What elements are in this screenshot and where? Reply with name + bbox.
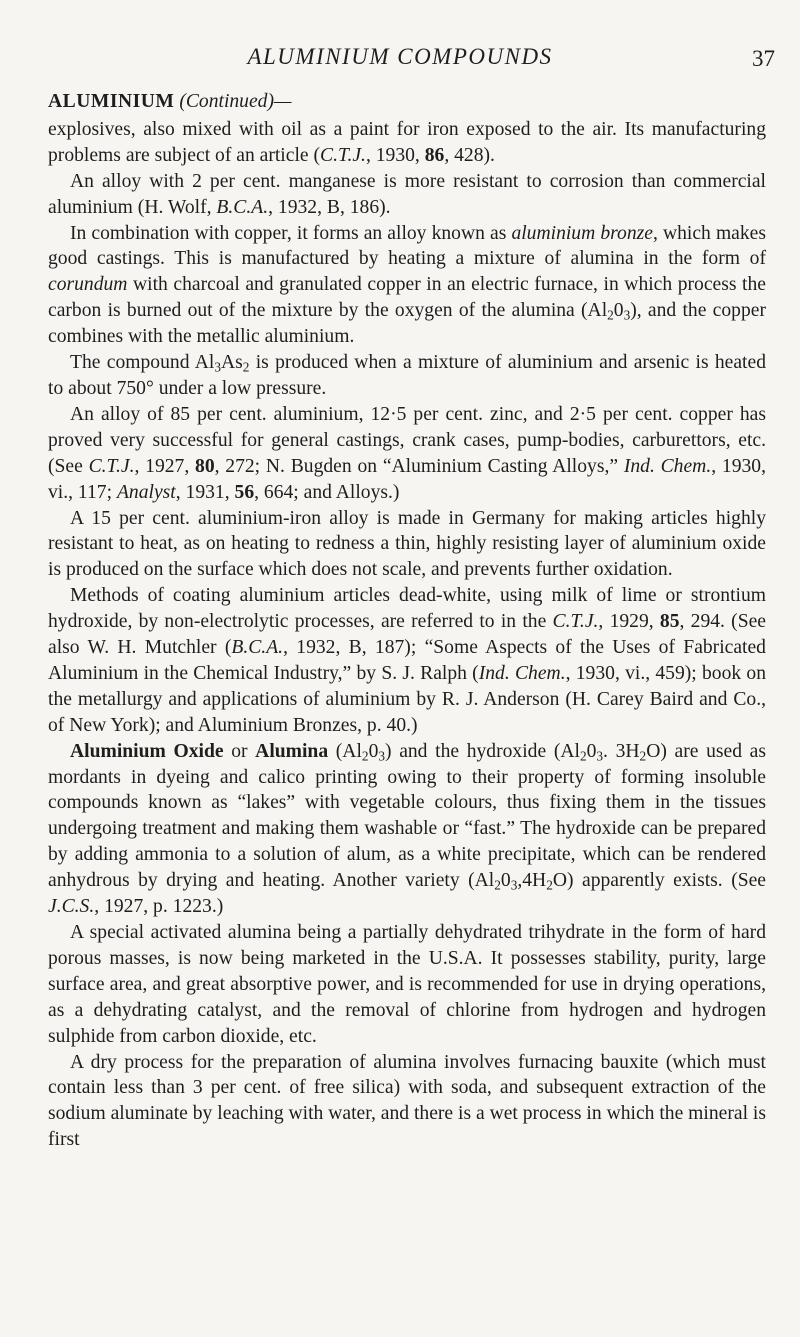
entry-heading xyxy=(48,89,766,115)
page-number: 37 xyxy=(752,46,775,71)
paragraph-coating-methods: Methods of coating aluminium articles dead-white, using milk of lime or strontium hydroxide, by non-electrolytic processes, are referred to in the C.T.J., 1929, 85, 294. (See also W. H. Mutchler (B.C.A., 1932, B, 187); “Some Aspects of the Uses of Fabricated Aluminium in the Chemical Industry,” by S. J. Ralph (Ind. Chem., 1930, vi., 459); book on the metallurgy and applications of aluminium by R. J. Anderson (H. Carey Baird and Co., of New York); and Aluminium Bronzes, p. 40.) xyxy=(48,585,767,736)
paragraph-iron-alloy: A 15 per cent. aluminium-iron alloy is made in Germany for making articles highly resistant to heat, as on heating to redness a thin, highly resisting layer of aluminium oxide is produced on the surface which does not scale, and prevents further oxidation. xyxy=(48,507,766,581)
paragraph-explosives: explosives, also mixed with oil as a paint for iron exposed to the air. Its manufacturing problems are subject of an article (C.T.J., 1930, 86, 428). xyxy=(48,118,766,166)
paragraph-aluminium-oxide: Aluminium Oxide or Alumina $(Al_20_3)$ and the hydroxide ($Al_20_3$. $3H_2O$) are used as mordants in dyeing and calico printing owing to their property of forming insoluble compounds known as “lakes” with vegetable colours, thus fixing them in the tissues undergoing treatment and making them washable or “fast.” The hydroxide can be prepared by adding ammonia to a solution of alum, as a white precipitate, which can be rendered anhydrous by drying and heating. Another variety $(Al_20_3,4H_2O)$ apparently exists. (See J.C.S., 1927, p. 1223.) xyxy=(48,740,767,918)
running-head: ALUMINIUM COMPOUNDS xyxy=(247,44,553,69)
paragraph-casting-alloy: An alloy of 85 per cent. aluminium, 12·5 per cent. zinc, and 2·5 per cent. copper has proved very successful for general castings, crank cases, pump-bodies, carburettors, etc. (See C.T.J., 1927, 80, 272; N. Bugden on “Aluminium Casting Alloys,” Ind. Chem., 1930, vi., 117; Analyst, 1931, 56, 664; and Alloys.) xyxy=(48,403,766,503)
paragraph-arsenide: The compound $Al_3As_2$ is produced when a mixture of aluminium and arsenic is heated to about 750° under a low pressure. xyxy=(48,352,766,399)
entry-continued-note: (Continued)— xyxy=(179,91,292,112)
paragraph-dry-process: A dry process for the preparation of alumina involves furnacing bauxite (which must contain less than 3 per cent. of free silica) with soda, and subsequent extraction of the sodium aluminate by leaching with water, and there is a wet process in which the mineral is first xyxy=(48,1051,766,1151)
paragraph-aluminium-bronze: In combination with copper, it forms an alloy known as aluminium bronze, which makes good castings. This is manufactured by heating a mixture of alumina in the form of corundum with charcoal and granulated copper in an electric furnace, in which process the carbon is burned out of the mixture by the oxygen of the alumina $(Al_20_3)$, and the copper combines with the metallic aluminium. xyxy=(48,222,767,348)
paragraph-activated-alumina: A special activated alumina being a partially dehydrated trihydrate in the form of hard porous masses, is now being marketed in the U.S.A. It possesses stability, purity, large surface area, and great absorptive power, and is recommended for use in drying operations, as a dehydrating catalyst, and the removal of chlorine from hydrogen and hydrogen sulphide from carbon dioxide, etc. xyxy=(48,922,766,1047)
article-body xyxy=(48,89,766,1153)
entry-title: ALUMINIUM xyxy=(48,91,175,112)
paragraph-manganese-alloy: An alloy with 2 per cent. manganese is more resistant to corrosion than commercial aluminium (H. Wolf, B.C.A., 1932, B, 186). xyxy=(48,170,766,218)
